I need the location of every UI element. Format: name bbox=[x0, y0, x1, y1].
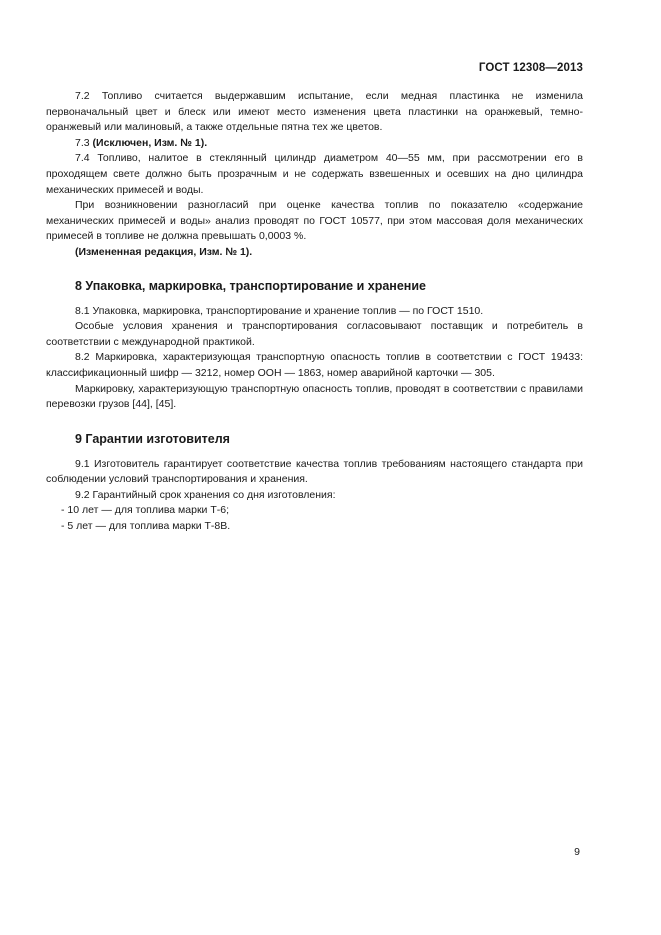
paragraph-marking: Маркировку, характеризующую транспортную опасность топлив, проводят в соответствии с правилами перевозки грузов [44], [45]. bbox=[46, 382, 583, 411]
paragraph-disagreement: При возникновении разногласий при оценке качества топлив по показателю «содержание механических примесей и воды» анализ проводят по ГОСТ 10577, при этом массовая доля механических примесей в топливе не должна превышать 0,0003 %. bbox=[46, 199, 583, 243]
document-header: ГОСТ 12308—2013 bbox=[478, 62, 583, 74]
paragraph-8-1: 8.1 Упаковка, маркировка, транспортирование и хранение топлив — по ГОСТ 1510. bbox=[75, 304, 484, 317]
paragraph-7-3 bbox=[46, 136, 583, 152]
paragraph-7-3-text: (Исключен, Изм. № 1). bbox=[92, 136, 208, 149]
paragraph-7-3-number: 7.3 bbox=[75, 136, 90, 149]
paragraph-7-2: 7.2 Топливо считается выдержавшим испытание, если медная пластинка не изменила первоначальный цвет и блеск или имеют место изменения цвета пластинки на оранжевый, темно-оранжевый или малиновый, а также отдельные пятна тех же цветов. bbox=[46, 90, 583, 134]
paragraph-8-2: 8.2 Маркировка, характеризующая транспортную опасность топлив в соответствии с ГОСТ 19433: классификационный шифр — 3212, номер ООН — 1863, номер аварийной карточки — 305. bbox=[46, 351, 583, 379]
section-9-heading: 9 Гарантии изготовителя bbox=[75, 431, 230, 446]
paragraph-special-conditions: Особые условия хранения и транспортирования согласовывают поставщик и потребитель в соответствии с международной практикой. bbox=[46, 320, 583, 348]
paragraph-9-1: 9.1 Изготовитель гарантирует соответствие качества топлив требованиям настоящего стандарта при соблюдении условий транспортирования и хранения. bbox=[46, 457, 583, 486]
paragraph-9-2: 9.2 Гарантийный срок хранения со дня изготовления: bbox=[75, 488, 336, 501]
document-body bbox=[46, 89, 583, 535]
list-item-t8v: - 5 лет — для топлива марки Т-8В. bbox=[61, 520, 231, 533]
page-number: 9 bbox=[574, 846, 580, 858]
list-item-t6: - 10 лет — для топлива марки Т-6; bbox=[61, 504, 229, 517]
amendment-note: (Измененная редакция, Изм. № 1). bbox=[75, 245, 253, 258]
paragraph-7-4: 7.4 Топливо, налитое в стеклянный цилиндр диаметром 40—55 мм, при рассмотрении его в проходящем свете должно быть прозрачным и не содержать взвешенных и осевших на дно цилиндра механических примесей и воды. bbox=[46, 152, 583, 196]
section-8-heading: 8 Упаковка, маркировка, транспортирование и хранение bbox=[75, 278, 426, 293]
